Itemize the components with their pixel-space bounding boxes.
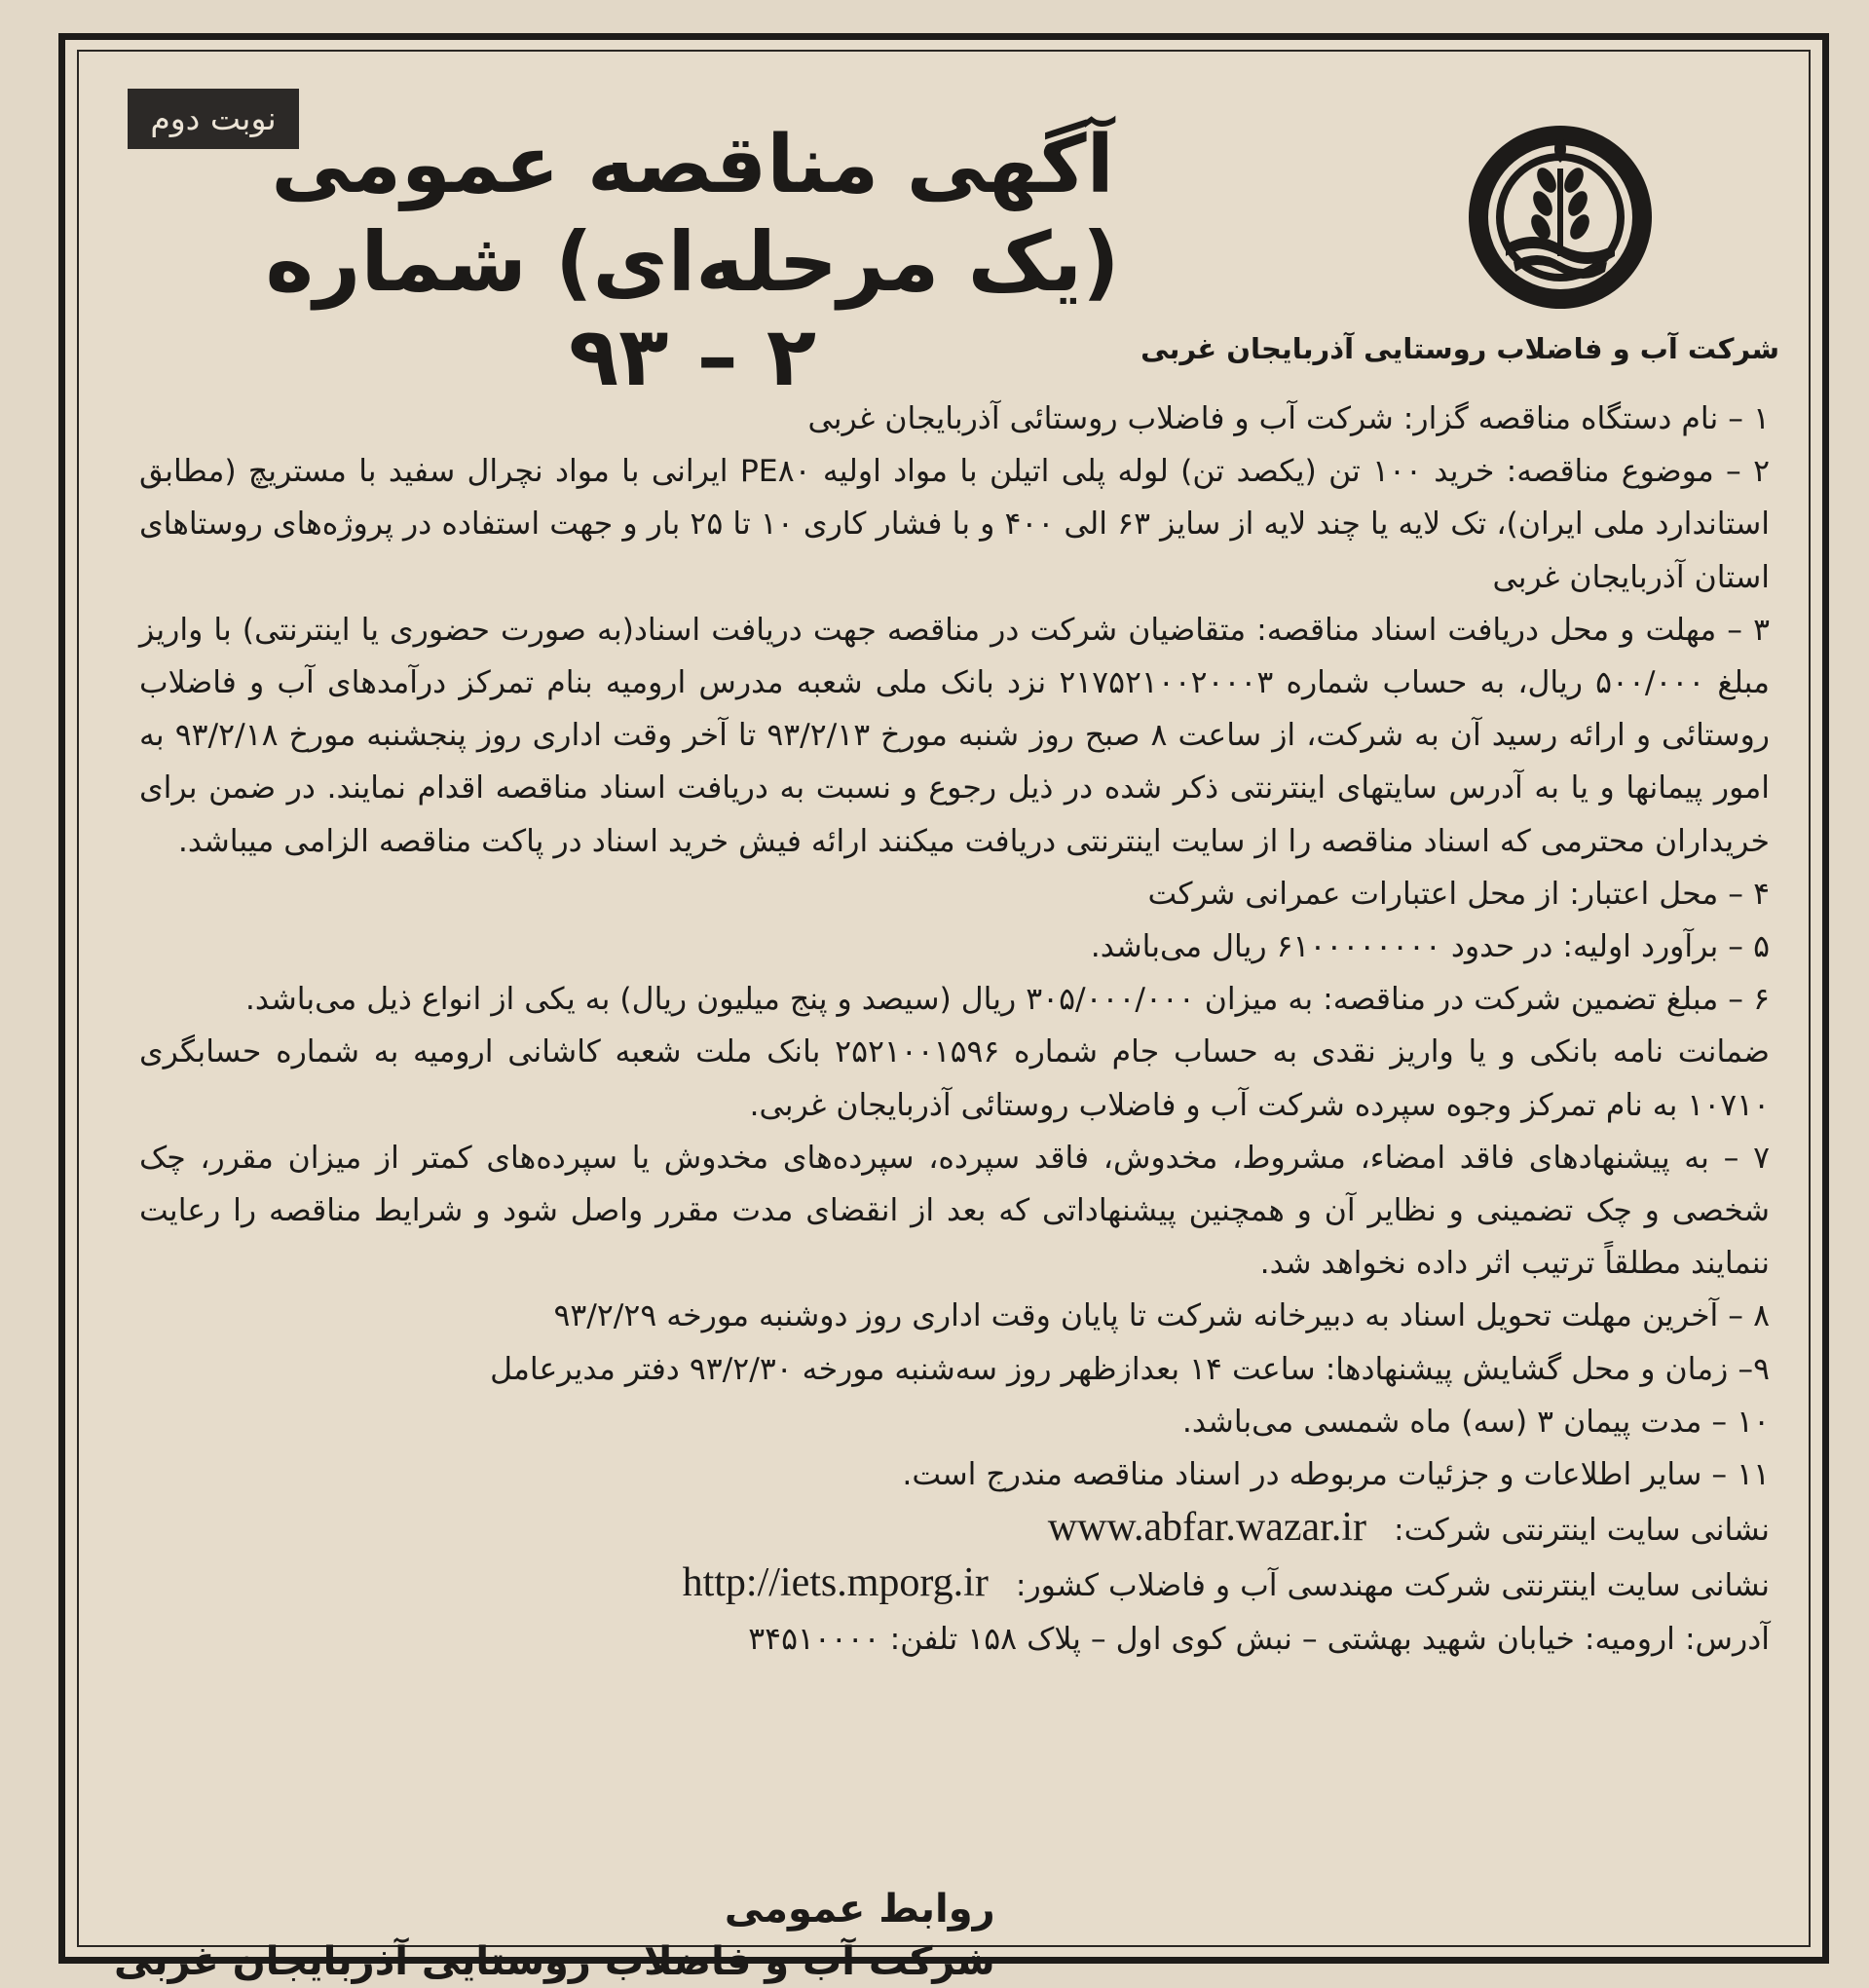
item-2: ۲ – موضوع مناقصه: خرید ۱۰۰ تن (یکصد تن) لوله پلی اتیلن با مواد اولیه PE۸۰ ایرانی با مواد نچرال سفید با مستریچ (مطابق استاندارد ملی ایران)، تک لایه یا چند لایه از سایز ۶۳ الی ۴۰۰ و با فشار کاری ۱۰ تا ۲۵ بار و جهت استفاده در پروژه‌های روستاهای استان آذربایجان غربی — [139, 454, 1771, 595]
address-line: آدرس: ارومیه: خیابان شهید بهشتی – نبش کوی اول – پلاک ۱۵۸ تلفن: ۳۴۵۱۰۰۰۰ — [748, 1621, 1770, 1657]
item-6-guarantee: ضمانت نامه بانکی و یا واریز نقدی به حساب جام شماره ۲۵۲۱۰۰۱۵۹۶ بانک ملت شعبه کاشانی ارومیه به شماره حسابگری ۱۰۷۱۰ به نام تمرکز وجوه سپرده شرکت آب و فاضلاب روستائی آذربایجان غربی. — [139, 1034, 1770, 1123]
footer-department: روابط عمومی — [724, 1887, 995, 1932]
website-national-line — [139, 1557, 1770, 1612]
footer-signature — [114, 1883, 995, 1988]
website-company-label: نشانی سایت اینترنتی شرکت: — [1394, 1513, 1770, 1549]
item-11: ۱۱ – سایر اطلاعات و جزئیات مربوطه در اسناد مناقصه مندرج است. — [902, 1457, 1770, 1493]
item-8: ۸ – آخرین مهلت تحویل اسناد به دبیرخانه شرکت تا پایان وقت اداری روز دوشنبه مورخه ۹۳/۲/۲۹ — [553, 1298, 1770, 1334]
second-publication-badge: نوبت دوم — [128, 89, 299, 149]
tender-body — [139, 393, 1770, 1666]
item-3: ۳ – مهلت و محل دریافت اسناد مناقصه: متقاضیان شرکت در مناقصه جهت دریافت اسناد(به صورت حضوری یا اینترنتی) با واریز مبلغ ۵۰۰/۰۰۰ ریال، به حساب شماره ۲۱۷۵۲۱۰۰۲۰۰۰۳ نزد بانک ملی شعبه مدرس ارومیه بنام تمرکز درآمدهای آب و فاضلاب روستائی و ارائه رسید آن به شرکت، از ساعت ۸ صبح روز شنبه مورخ ۹۳/۲/۱۳ تا آخر وقت اداری روز پنجشنبه مورخ ۹۳/۲/۱۸ به امور پیمانها و یا به آدرس سایتهای اینترنتی ذکر شده در ذیل رجوع و نسبت به دریافت اسناد مناقصه اقدام نمایند. در ضمن برای خریداران محترمی که اسناد مناقصه را از سایت اینترنتی دریافت میکنند ارائه فیش خرید اسناد در پاکت مناقصه الزامی میباشد. — [139, 612, 1771, 859]
advertisement-frame — [58, 33, 1829, 1984]
item-10: ۱۰ – مدت پیمان ۳ (سه) ماه شمسی می‌باشد. — [1181, 1404, 1770, 1440]
website-company-url[interactable]: www.abfar.wazar.ir — [1047, 1505, 1367, 1551]
ad-title-line-1: آگهی مناقصه عمومی — [271, 119, 1114, 211]
website-national-url[interactable]: http://iets.mporg.ir — [682, 1560, 989, 1606]
wheat-water-emblem-icon — [1463, 120, 1658, 324]
item-7: ۷ – به پیشنهادهای فاقد امضاء، مشروط، مخدوش، فاقد سپرده، سپرده‌های مخدوش یا سپرده‌های کمتر از میزان مقرر، چک شخصی و چک تضمینی و نظایر آن و همچنین پیشنهاداتی که بعد از انقضای مدت مقرر واصل شود و شرایط مناقصه را رعایت ننمایند مطلقاً ترتیب اثر داده نخواهد شد. — [139, 1140, 1770, 1282]
item-6: ۶ – مبلغ تضمین شرکت در مناقصه: به میزان ۳۰۵/۰۰۰/۰۰۰ ریال (سیصد و پنج میلیون ریال) به یکی از انواع ذیل می‌باشد. — [244, 982, 1770, 1018]
item-1: ۱ – نام دستگاه مناقصه گزار: شرکت آب و فاضلاب روستائی آذربایجان غربی — [807, 401, 1770, 436]
item-4: ۴ – محل اعتبار: از محل اعتبارات عمرانی شرکت — [1147, 876, 1770, 912]
footer-company: شرکت آب و فاضلاب روستایی آذربایجان غربی — [114, 1939, 995, 1984]
website-company-line — [139, 1501, 1770, 1557]
item-9: ۹– زمان و محل گشایش پیشنهادها: ساعت ۱۴ بعدازظهر روز سه‌شنبه مورخه ۹۳/۲/۳۰ دفتر مدیرعامل — [490, 1351, 1770, 1387]
website-national-label: نشانی سایت اینترنتی شرکت مهندسی آب و فاضلاب کشور: — [1015, 1568, 1770, 1604]
company-header: شرکت آب و فاضلاب روستایی آذربایجان غربی — [1140, 332, 1779, 365]
ad-title-line-2: (یک مرحله‌ای) شماره ۲ – ۹۳ — [265, 214, 1120, 404]
item-5: ۵ – برآورد اولیه: در حدود ۶۱۰۰۰۰۰۰۰۰ ریال می‌باشد. — [1090, 929, 1770, 965]
ad-title — [235, 120, 1150, 403]
advertisement-inner-border — [77, 50, 1811, 1984]
